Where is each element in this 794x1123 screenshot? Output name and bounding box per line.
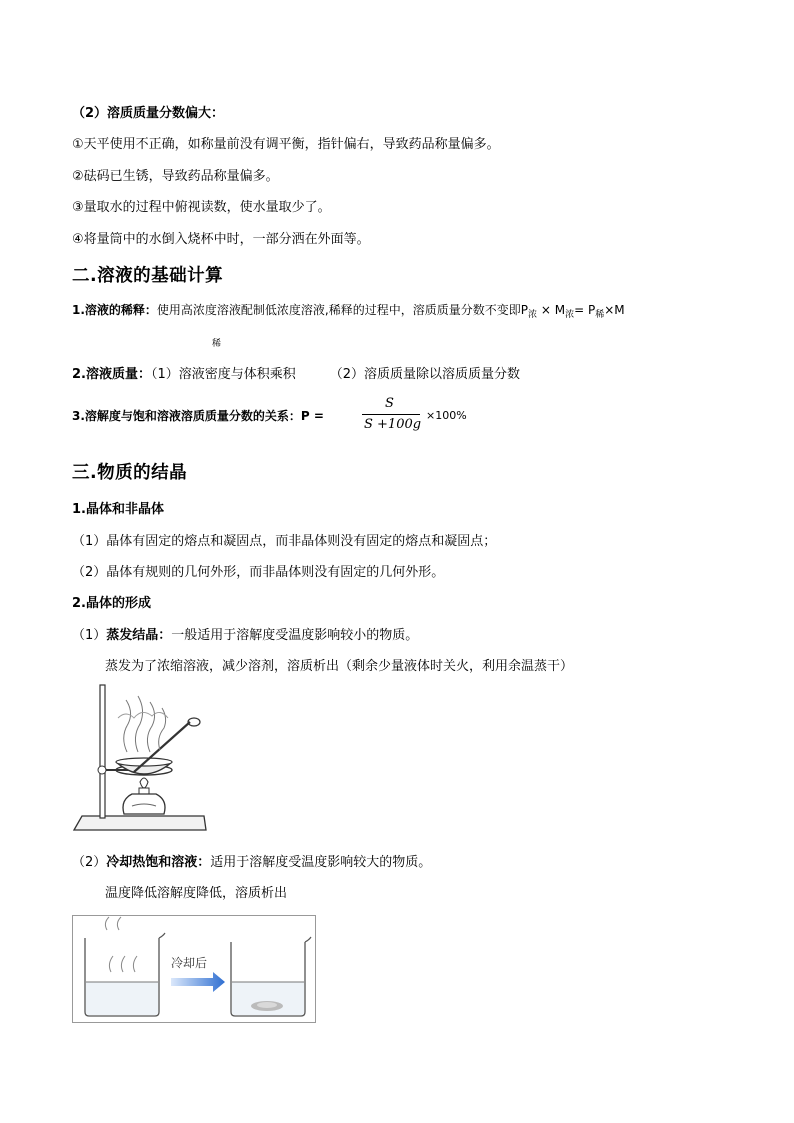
fraction-numerator: S: [385, 396, 394, 411]
formula-m-conc: × M: [537, 303, 566, 317]
error-item-4: ④将量筒中的水倒入烧杯中时，一部分洒在外面等。: [72, 232, 370, 247]
fraction-bar: [362, 414, 420, 415]
formula-p-conc: P: [520, 303, 528, 317]
evap-line: [72, 624, 418, 643]
sub-dil-1: 稀: [595, 310, 605, 320]
cool-prefix: （2）: [72, 855, 107, 870]
evap-label: 蒸发结晶：: [106, 628, 172, 643]
evaporation-apparatus-illustration: [72, 682, 210, 838]
formula-m-dil: ×M: [604, 303, 625, 317]
section-title-calc: 二.溶液的基础计算: [72, 266, 224, 286]
evap-text: 一般适用于溶解度受温度影响较小的物质。: [171, 628, 419, 643]
crystal-heading-1: 1.晶体和非晶体: [72, 502, 164, 517]
dilution-text: 使用高浓度溶液配制低浓度溶液,稀释的过程中，溶质质量分数不变即: [156, 303, 521, 317]
crystal-heading-2: 2.晶体的形成: [72, 596, 151, 611]
fraction-tail: ×100%: [426, 409, 467, 422]
evap-detail: 蒸发为了浓缩溶液，减少溶剂，溶质析出（剩余少量液体时关火，利用余温蒸干）: [105, 659, 574, 674]
relation-p: P =: [300, 409, 324, 423]
mass-option-1: （1）溶液密度与体积乘积: [150, 367, 296, 382]
sub-conc-1: 浓: [528, 310, 538, 320]
cooling-arrow-label: 冷却后: [171, 956, 208, 970]
relation-label: 3.溶解度与饱和溶液溶质质量分数的关系：: [72, 409, 301, 423]
formula-p-dil: = P: [574, 303, 596, 317]
cooling-illustration: [72, 915, 316, 1023]
cool-label: 冷却热饱和溶液：: [106, 855, 211, 870]
crystal-item-2: （2）晶体有规则的几何外形，而非晶体则没有固定的几何外形。: [72, 565, 445, 580]
sub-conc-2: 浓: [565, 310, 575, 320]
error-item-1: ①天平使用不正确，如称量前没有调平衡，指针偏右，导致药品称量偏多。: [72, 137, 500, 152]
cool-detail: 温度降低溶解度降低，溶质析出: [105, 886, 288, 901]
mass-option-2: （2）溶质质量除以溶质质量分数: [329, 367, 521, 382]
mass-label: 2.溶液质量：: [72, 367, 151, 382]
evap-prefix: （1）: [72, 628, 107, 643]
relation-line: [72, 407, 324, 424]
dilution-label: 1.溶液的稀释：: [72, 303, 157, 317]
dilution-line: [72, 301, 625, 320]
cool-text: 适用于溶解度受温度影响较大的物质。: [210, 855, 432, 870]
fraction-denominator: S +100g: [364, 417, 422, 432]
mass-line: [72, 363, 520, 382]
cool-line: [72, 851, 431, 870]
sub-dil-2: 稀: [212, 339, 222, 349]
error-item-2: ②砝码已生锈，导致药品称量偏多。: [72, 169, 279, 184]
error-heading: （2）溶质质量分数偏大：: [72, 106, 225, 121]
crystal-item-1: （1）晶体有固定的熔点和凝固点，而非晶体则没有固定的熔点和凝固点；: [72, 534, 497, 549]
section-title-cryst: 三.物质的结晶: [72, 463, 188, 483]
error-item-3: ③量取水的过程中俯视读数，使水量取少了。: [72, 200, 331, 215]
